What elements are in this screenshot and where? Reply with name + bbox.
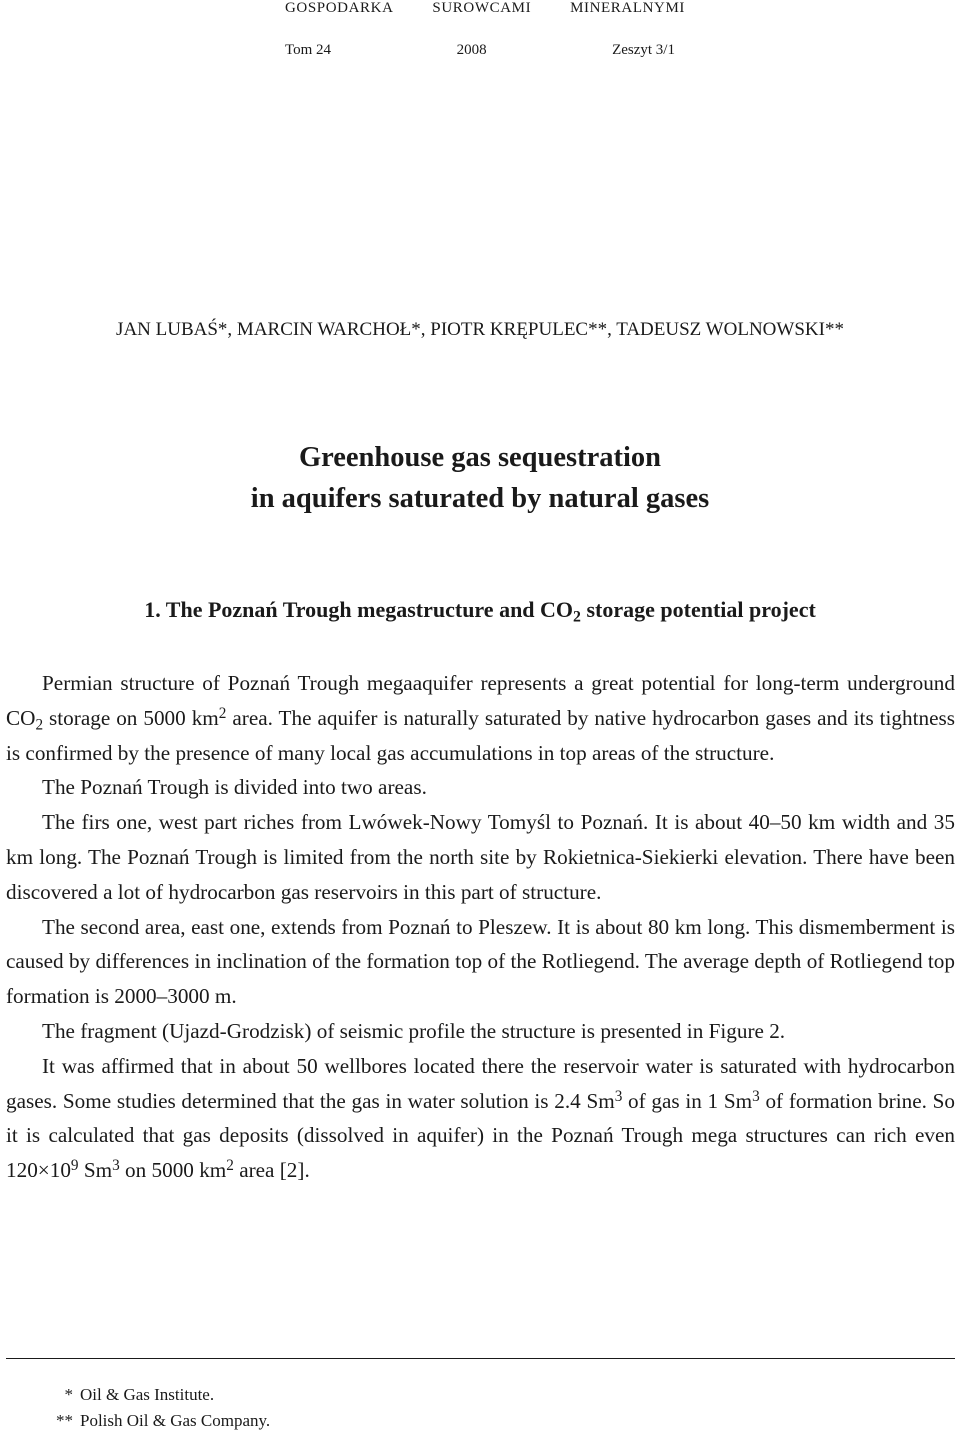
paragraph-2: The Poznań Trough is divided into two areas.	[42, 775, 427, 800]
year-label: 2008	[456, 42, 487, 58]
paragraph-6-part-b: of gas in 1 Sm	[622, 1088, 753, 1113]
paragraph-5: The fragment (Ujazd-Grodzisk) of seismic profile the structure is presented in Figure 2.	[42, 1018, 786, 1043]
section-title-end: storage potential project	[580, 597, 816, 622]
footnote-2	[40, 1408, 270, 1434]
sm3-superscript-2: 3	[752, 1087, 760, 1105]
paragraph-6-part-e: on 5000 km	[119, 1158, 227, 1183]
title-line-2: in aquifers saturated by natural gases	[250, 483, 710, 514]
journal-running-head	[285, 0, 685, 16]
body-text	[6, 666, 955, 1188]
footnote-divider	[6, 1358, 955, 1359]
paragraph-1-part-c: area. The aquifer is naturally saturated by native hydrocarbon gases and its tightness is confirmed by the presence of many local gas accumulations in top areas of the structure.	[6, 705, 955, 765]
issue-label: Zeszyt 3/1	[612, 42, 675, 58]
journal-name-word-3: MINERALNYMI	[570, 0, 685, 16]
footnote-2-text: Polish Oil & Gas Company.	[80, 1411, 271, 1430]
footnote-1-mark: *	[64, 1385, 73, 1404]
title-line-1: Greenhouse gas sequestration	[298, 442, 662, 473]
paragraph-1-part-b: storage on 5000 km	[43, 705, 219, 730]
journal-name-word-2: SUROWCAMI	[432, 0, 532, 16]
co2-subscript: 2	[35, 716, 44, 734]
paragraph-6-part-f: area [2].	[233, 1158, 310, 1183]
paper-title	[0, 437, 960, 519]
paragraph-4: The second area, east one, extends from Poznań to Pleszew. It is about 80 km long. This dismemberment is caused by differences in inclination of the formation top of the Rotliegend. The average depth of Rotliegend top formation is 2000–3000 m.	[6, 914, 955, 1009]
volume-label: Tom 24	[285, 42, 332, 58]
journal-name-word-1: GOSPODARKA	[285, 0, 394, 16]
km2-superscript-2: 2	[226, 1157, 234, 1175]
section-title-start: The Poznań Trough megastructure and CO	[165, 597, 574, 622]
paragraph-1-part-a: Permian structure of Poznań Trough megaaquifer represents a great potential for long-term underground CO	[6, 671, 955, 730]
paragraph-6-part-c: of formation brine. So it is calculated that gas deposits (dissolved in aquifer) in the Poznań Trough mega structures can rich even 120×10	[6, 1088, 955, 1183]
paragraph-6	[6, 1049, 955, 1188]
exponent-9-superscript: 9	[70, 1157, 79, 1175]
sm3-superscript-3: 3	[112, 1157, 120, 1175]
section-number: 1.	[144, 597, 161, 622]
paragraph-6-part-d: Sm	[78, 1158, 113, 1183]
issue-info	[285, 41, 675, 59]
author-list: JAN LUBAŚ*, MARCIN WARCHOŁ*, PIOTR KRĘPULEC**, TADEUSZ WOLNOWSKI**	[116, 319, 844, 340]
section-subscript: 2	[573, 608, 581, 626]
sm3-superscript-1: 3	[614, 1087, 623, 1105]
footnote-2-mark: **	[56, 1411, 73, 1430]
km2-superscript: 2	[218, 704, 227, 722]
paragraph-3: The firs one, west part riches from Lwówek-Nowy Tomyśl to Poznań. It is about 40–50 km width and 35 km long. The Poznań Trough is limited from the north site by Rokietnica-Siekierki elevation. There have been discovered a lot of hydrocarbon gas reservoirs in this part of structure.	[6, 810, 955, 904]
paragraph-6-part-a: It was affirmed that in about 50 wellbores located there the reservoir water is saturated with hydrocarbon gases. Some studies determined that the gas in water solution is 2.4 Sm	[6, 1053, 955, 1113]
footnote-1	[40, 1382, 270, 1408]
footnotes	[40, 1382, 270, 1434]
section-heading	[0, 595, 960, 625]
paragraph-1	[6, 666, 955, 770]
footnote-1-text: Oil & Gas Institute.	[80, 1385, 215, 1404]
